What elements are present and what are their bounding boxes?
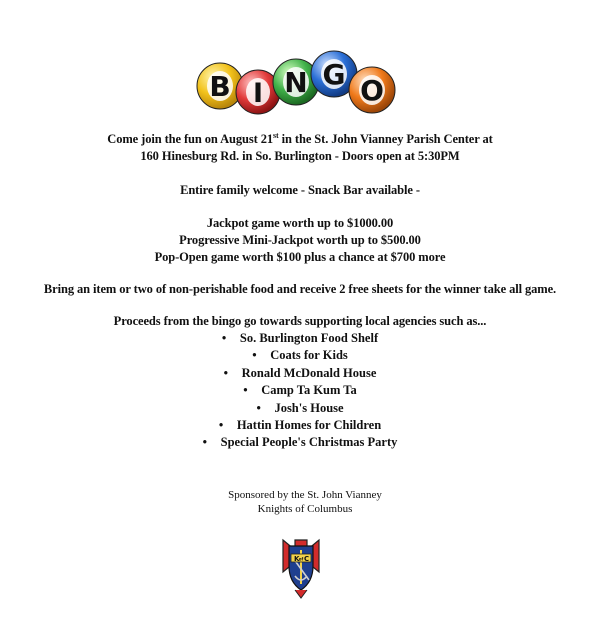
svg-text:of: of	[298, 556, 304, 562]
sponsor-line-2: Knights of Columbus	[257, 503, 353, 515]
bingo-letter-i: I	[252, 78, 264, 109]
intro-line-1: Come join the fun on August 21st in the St. John Vianney Parish Center at	[107, 131, 493, 146]
bullet-icon: •	[202, 435, 208, 450]
list-item: • Coats for Kids	[0, 347, 600, 364]
bullet-icon: •	[252, 348, 257, 363]
proceeds-line: Proceeds from the bingo go towards supporting local agencies such as...	[113, 314, 487, 328]
list-item: • Hattin Homes for Children	[0, 417, 600, 434]
bullet-icon: •	[221, 331, 227, 345]
food-note-wrap	[0, 281, 600, 298]
sponsor-line-1: Sponsored by the St. John Vianney	[228, 489, 382, 501]
bullet-icon: •	[256, 400, 261, 415]
welcome-line: Entire family welcome - Snack Bar available -	[180, 183, 420, 197]
bingo-logo	[196, 38, 396, 122]
knights-of-columbus-emblem-icon	[279, 532, 323, 600]
bullet-icon: •	[218, 418, 224, 433]
bingo-ball-o	[349, 67, 395, 113]
list-item: • Ronald McDonald House	[0, 365, 600, 382]
games-block	[0, 215, 600, 266]
welcome-line-wrap	[0, 182, 600, 199]
list-item: • Josh's House	[0, 400, 600, 417]
bingo-letter-o: O	[360, 74, 384, 107]
bullet-icon: •	[243, 383, 248, 398]
intro-line-2: 160 Hinesburg Rd. in So. Burlington - Doors open at 5:30PM	[140, 149, 460, 163]
intro-block	[0, 131, 600, 165]
bingo-letter-n: N	[284, 66, 308, 99]
bingo-letter-g: G	[322, 58, 346, 91]
svg-text:K: K	[294, 555, 300, 563]
proceeds-wrap	[0, 313, 600, 330]
game-mini-jackpot: Progressive Mini-Jackpot worth up to $500.00	[179, 233, 421, 247]
svg-text:C: C	[304, 555, 310, 563]
list-item: • So. Burlington Food Shelf	[0, 330, 600, 347]
food-note: Bring an item or two of non-perishable food and receive 2 free sheets for the winner take all game.	[43, 282, 557, 296]
agency-list	[0, 330, 600, 452]
bingo-ball-b	[197, 63, 243, 109]
bingo-letter-b: B	[209, 70, 231, 103]
list-item: • Special People's Christmas Party	[0, 434, 600, 451]
sponsor-block	[0, 488, 600, 516]
bullet-icon: •	[223, 365, 229, 380]
list-item: • Camp Ta Kum Ta	[0, 382, 600, 399]
game-pop-open: Pop-Open game worth $100 plus a chance at $700 more	[154, 250, 446, 264]
game-jackpot: Jackpot game worth up to $1000.00	[206, 216, 394, 230]
